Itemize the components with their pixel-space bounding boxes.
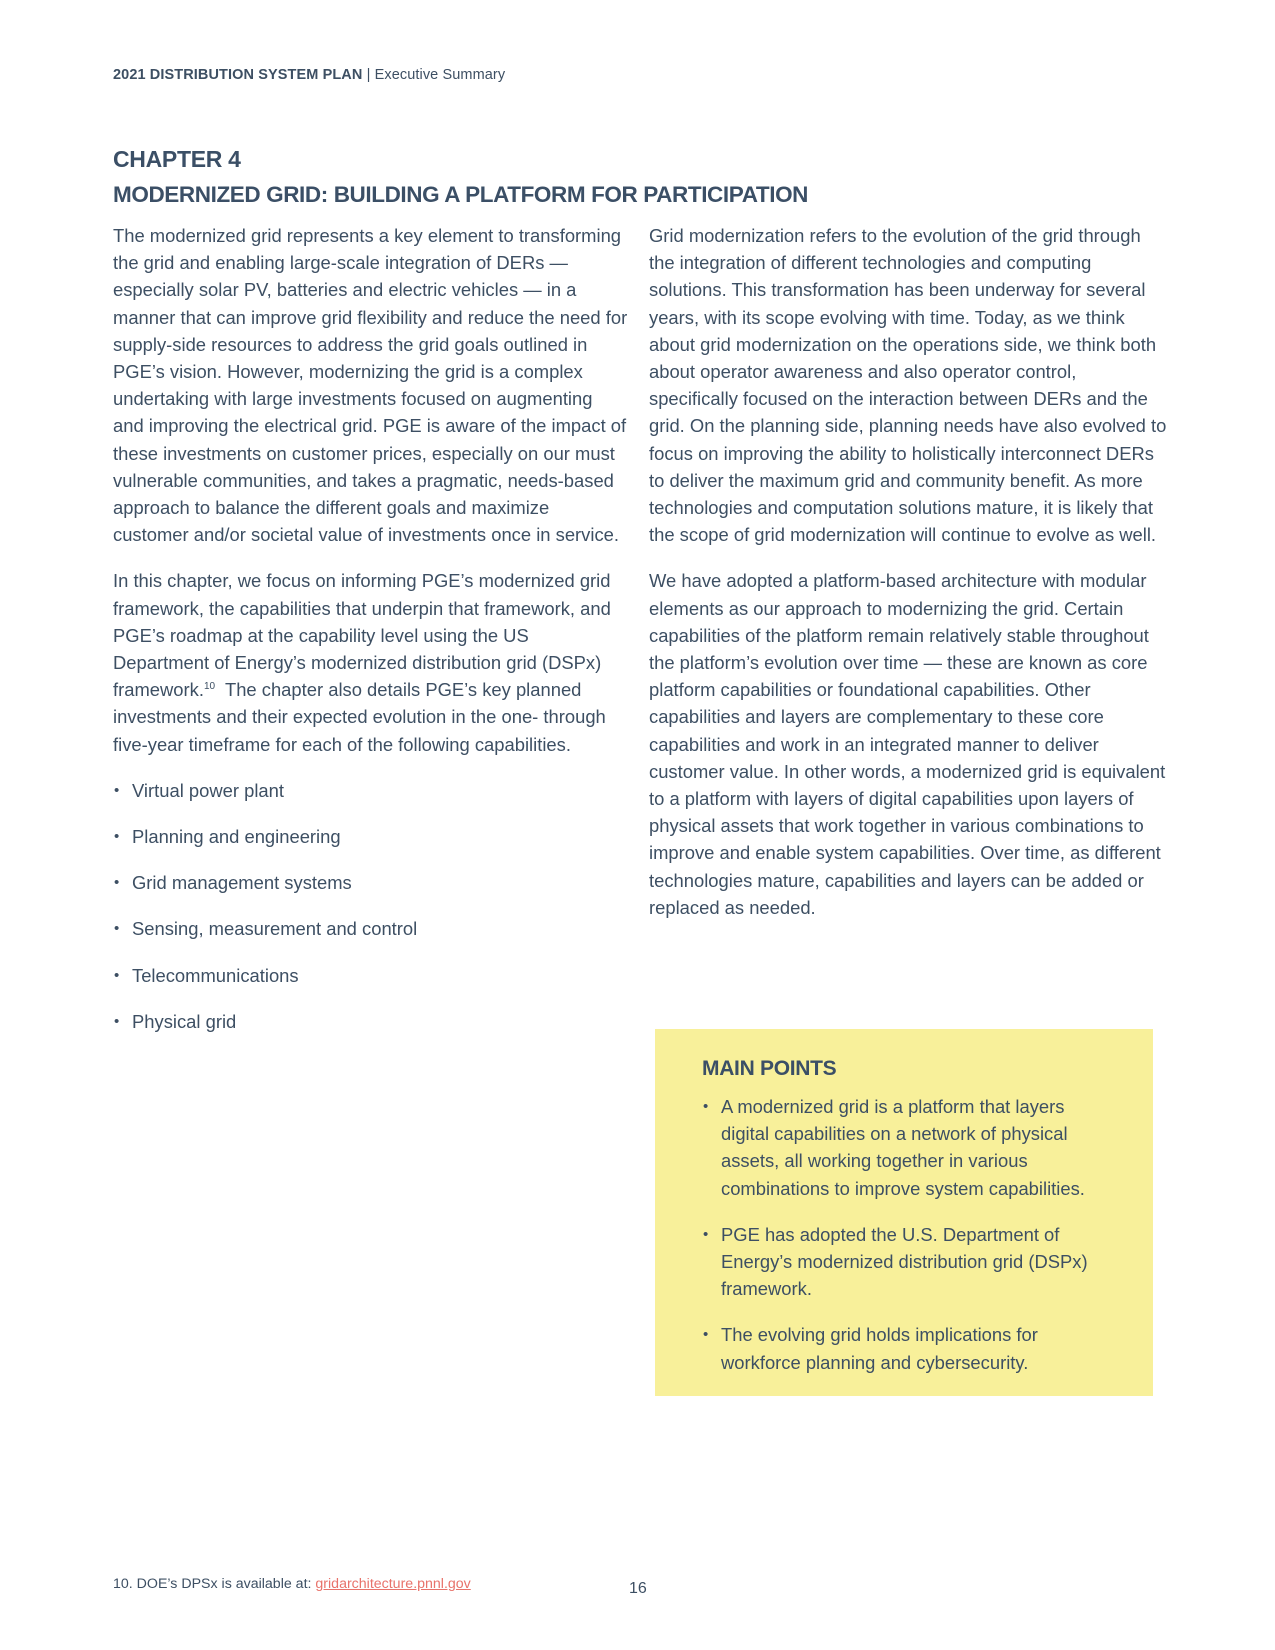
main-points-list (702, 1093, 1117, 1376)
main-points-callout (655, 1029, 1153, 1396)
capability-item: • Telecommunications (113, 962, 628, 989)
chapter-number: CHAPTER 4 (113, 146, 241, 172)
right-column (649, 222, 1169, 940)
capability-item: • Physical grid (113, 1008, 628, 1035)
grid-modernization-paragraph: Grid modernization refers to the evolution of the grid through the integration of different technologies and computing solutions. This transformation has been underway for several years, with its scope evolving with time. Today, as we think about grid modernization on the operations side, we think both about operator awareness and also operator control, specifically focused on the interaction between DERs and the grid. On the planning side, planning needs have also evolved to focus on improving the ability to holistically interconnect DERs to deliver the maximum grid and community benefit. As more technologies and computation solutions mature, it is likely that the scope of grid modernization will continue to evolve as well. (649, 225, 1167, 546)
intro-paragraph: The modernized grid represents a key element to transforming the grid and enabling large-scale integration of DERs —especially solar PV, batteries and electric vehicles — in a manner that can improve grid flexibility and reduce the need for supply-side resources to address the grid goals outlined in PGE’s vision. However, modernizing the grid is a complex undertaking with large investments focused on augmenting and improving the electrical grid. PGE is aware of the impact of these investments on customer prices, especially on our must vulnerable communities, and takes a pragmatic, needs-based approach to balance the different goals and maximize customer and/or societal value of investments once in service. (113, 225, 628, 546)
page-number: 16 (629, 1580, 647, 1597)
footnote-link[interactable]: gridarchitecture.pnnl.gov (315, 1576, 471, 1592)
document-title: 2021 DISTRIBUTION SYSTEM PLAN (113, 67, 363, 83)
main-points-title: MAIN POINTS (702, 1057, 837, 1080)
capability-item: • Planning and engineering (113, 823, 628, 850)
main-point-item: • A modernized grid is a platform that layers digital capabilities on a network of physical assets, all working together in various combinations to improve system capabilities. (702, 1093, 1117, 1202)
main-point-item: • PGE has adopted the U.S. Department of Energy’s modernized distribution grid (DSPx) framework. (702, 1221, 1117, 1303)
capabilities-list (113, 777, 628, 1035)
running-header (113, 67, 505, 83)
footnote-text: 10. DOE’s DPSx is available at: (113, 1576, 316, 1592)
footnote (113, 1576, 471, 1592)
header-separator: | (362, 67, 375, 83)
platform-architecture-paragraph: We have adopted a platform-based architecture with modular elements as our approach to modernizing the grid. Certain capabilities of the platform remain relatively stable throughout the platform’s evolution over time — these are known as core platform capabilities or foundational capabilities. Other capabilities and layers are complementary to these core capabilities and work in an integrated manner to deliver customer value. In other words, a modernized grid is equivalent to a platform with layers of digital capabilities upon layers of physical assets that work together in various combinations to improve and enable system capabilities. Over time, as different technologies mature, capabilities and layers can be added or replaced as needed. (649, 570, 1166, 918)
left-column (113, 222, 628, 1054)
capability-item: • Virtual power plant (113, 777, 628, 804)
chapter-focus-paragraph: In this chapter, we focus on informing PGE’s modernized grid framework, the capabilities that underpin that framework, and PGE’s roadmap at the capability level using the US Department of Energy’s modernized distribution grid (DSPx) framework.$^{10}$ The chapter also details PGE’s key planned investments and their expected evolution in the one- through five-year timeframe for each of the following capabilities. (113, 570, 611, 755)
section-name: Executive Summary (374, 67, 506, 83)
capability-item: • Grid management systems (113, 869, 628, 896)
main-point-item: • The evolving grid holds implications for workforce planning and cybersecurity. (702, 1321, 1117, 1375)
capability-item: • Sensing, measurement and control (113, 915, 628, 942)
chapter-title: MODERNIZED GRID: BUILDING A PLATFORM FOR PARTICIPATION (113, 182, 809, 207)
footnote-reference[interactable]: 10 (203, 681, 216, 693)
